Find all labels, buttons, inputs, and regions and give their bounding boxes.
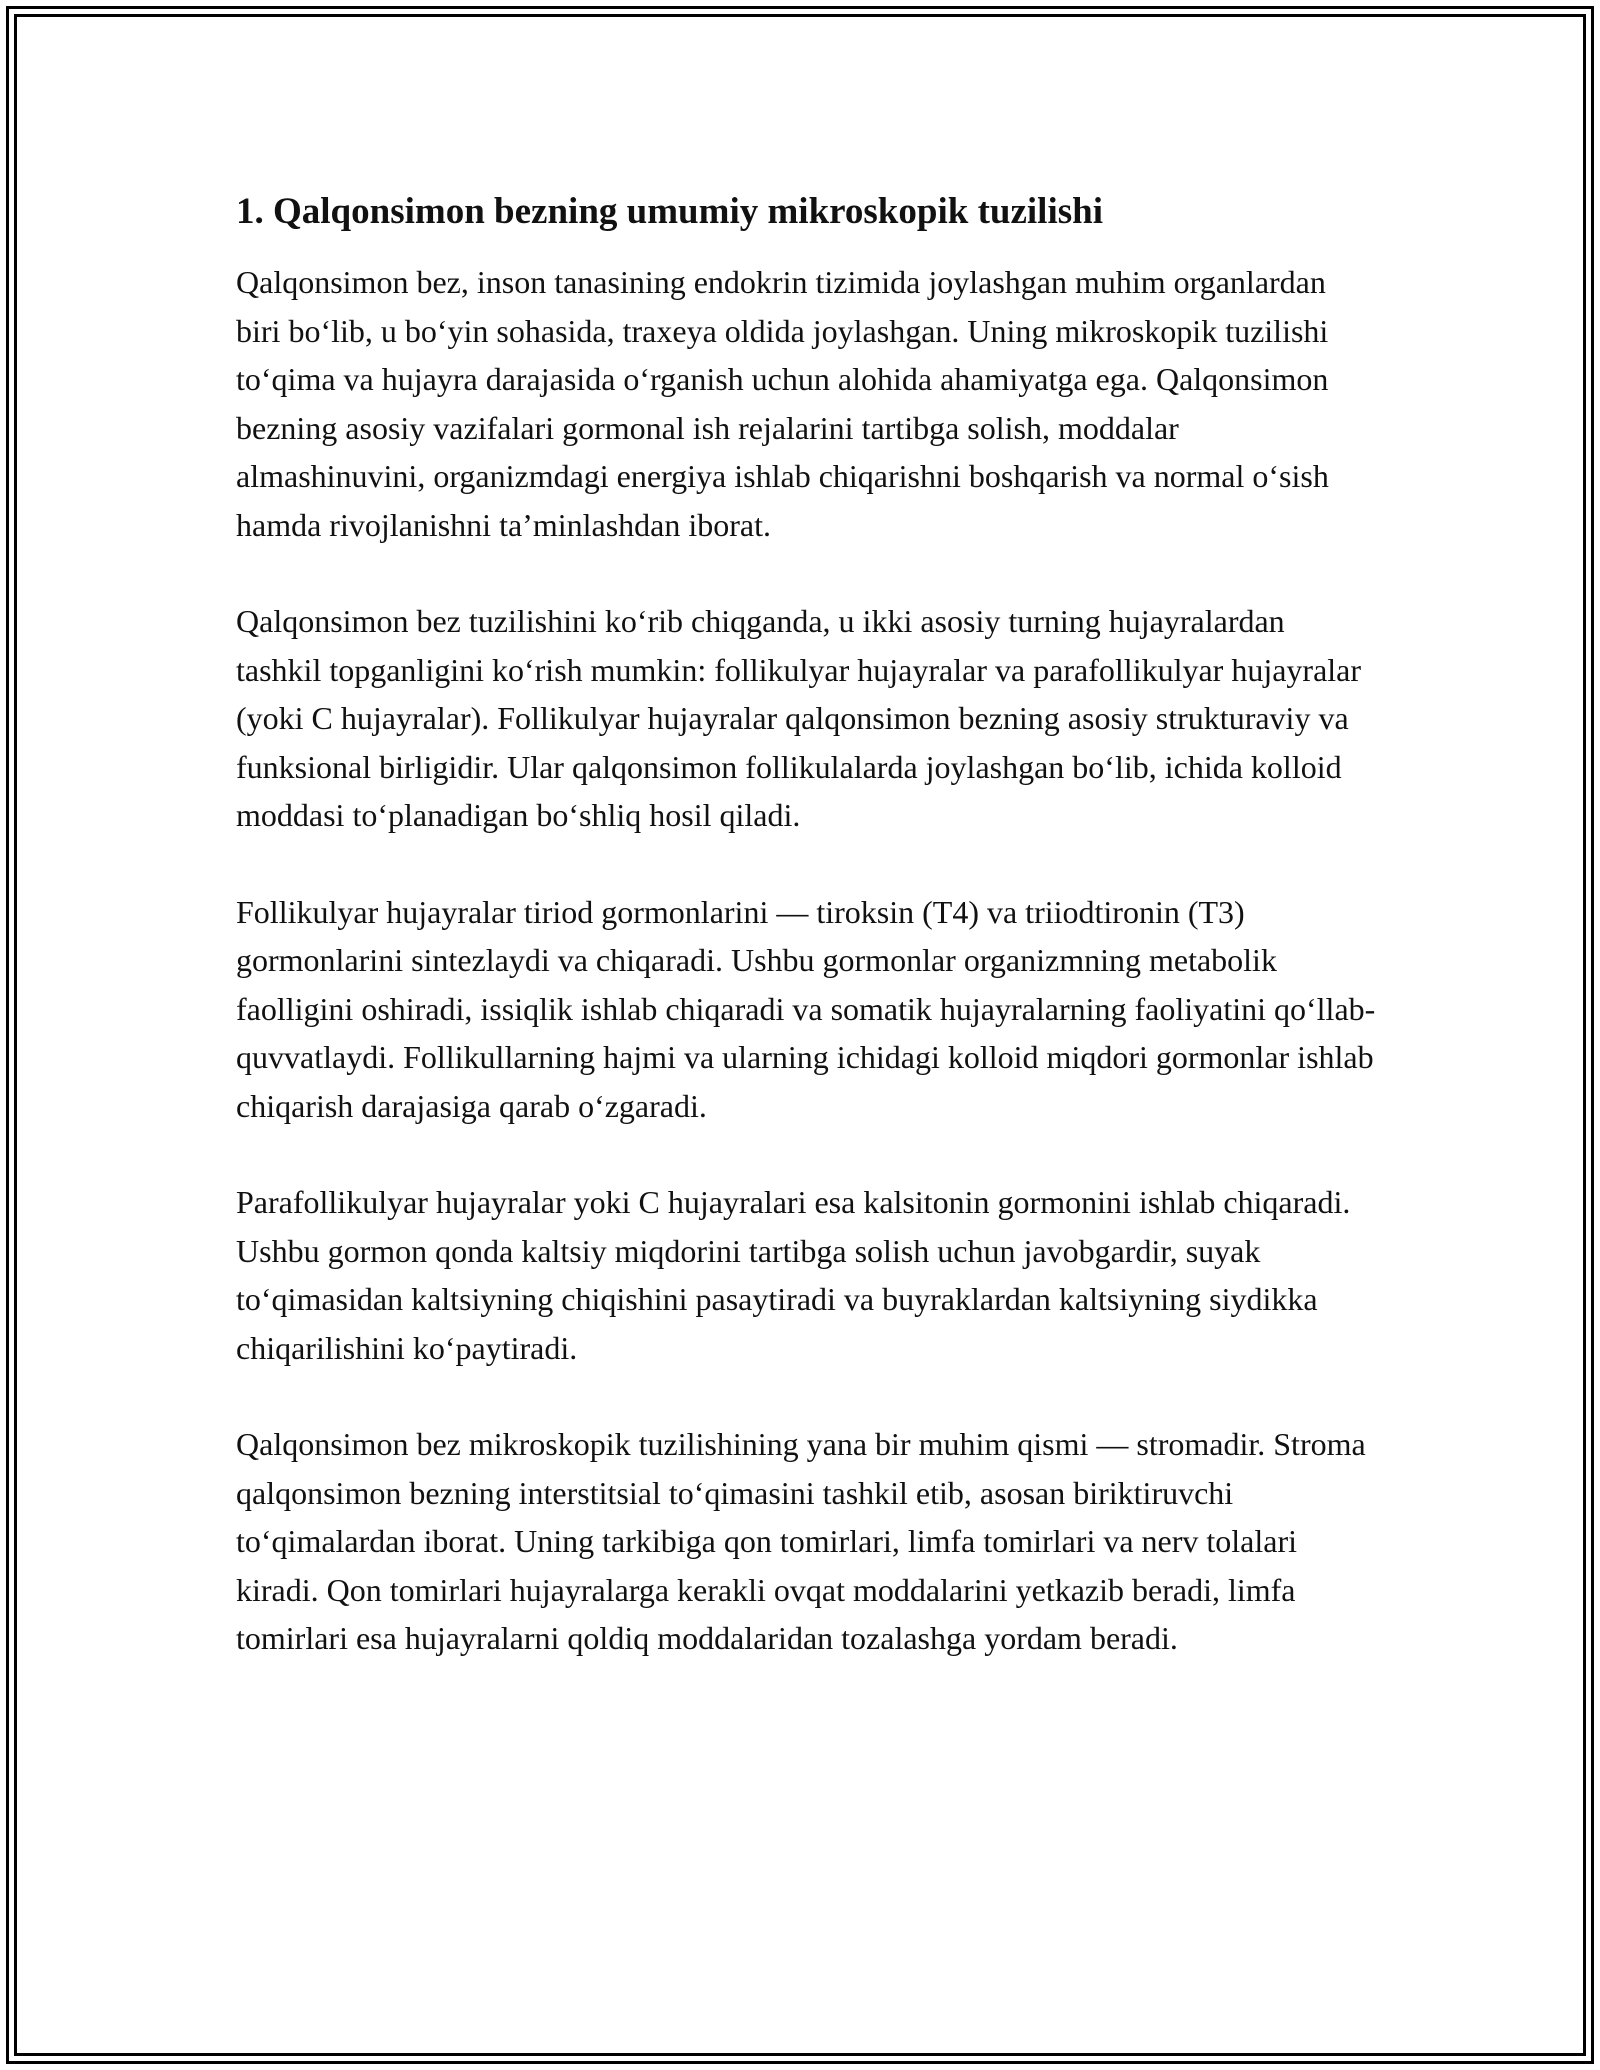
paragraph-cell-types: Qalqonsimon bez tuzilishini ko‘rib chiqganda, u ikki asosiy turning hujayralardan tashkil topganligini ko‘rish mumkin: follikulyar hujayralar va parafollikulyar hujayralar (yoki C hujayralar). Follikulyar hujayralar qalqonsimon bezning asosiy strukturaviy va funksional birligidir. Ular qalqonsimon follikulalarda joylashgan bo‘lib, ichida kolloid moddasi to‘planadigan bo‘shliq hosil qiladi. — [236, 603, 1362, 833]
paragraph-parafollicular: Parafollikulyar hujayralar yoki C hujayralari esa kalsitonin gormonini ishlab chiqaradi. Ushbu gormon qonda kaltsiy miqdorini tartibga solish uchun javobgardir, suyak to‘qimasidan kaltsiyning chiqishini pasaytiradi va buyraklardan kaltsiyning siydikka chiqarilishini ko‘paytiradi. — [236, 1184, 1351, 1366]
paragraph-intro: Qalqonsimon bez, inson tanasining endokrin tizimida joylashgan muhim organlardan biri bo‘lib, u bo‘yin sohasida, traxeya oldida joylashgan. Uning mikroskopik tuzilishi to‘qima va hujayra darajasida o‘rganish uchun alohida ahamiyatga ega. Qalqonsimon bezning asosiy vazifalari gormonal ish rejalarini tartibga solish, moddalar almashinuvini, organizmdagi energiya ishlab chiqarishni boshqarish va normal o‘sish hamda rivojlanishni ta’minlashdan iborat. — [236, 264, 1329, 543]
paragraph-follicular-hormones: Follikulyar hujayralar tiriod gormonlarini — tiroksin (T4) va triiodtironin (T3) gormonlarini sintezlaydi va chiqaradi. Ushbu gormonlar organizmning metabolik faolligini oshiradi, issiqlik ishlab chiqaradi va somatik hujayralarning faoliyatini qo‘llab-quvvatlaydi. Follikullarning hajmi va ularning ichidagi kolloid miqdori gormonlar ishlab chiqarish darajasiga qarab o‘zgaradi. — [236, 893, 1376, 1124]
paragraph-stroma: Qalqonsimon bez mikroskopik tuzilishining yana bir muhim qismi — stromadir. Stroma qalqonsimon bezning interstitsial to‘qimasini tashkil etib, asosan biriktiruvchi to‘qimalardan iborat. Uning tarkibiga qon tomirlari, limfa tomirlari va nerv tolalari kiradi. Qon tomirlari hujayralarga kerakli ovqat moddalarini yetkazib beradi, limfa tomirlari esa hujayralarni qoldiq moddalaridan tozalashga yordam beradi. — [236, 1426, 1366, 1656]
section-heading: 1. Qalqonsimon bezning umumiy mikroskopik tuzilishi — [236, 191, 1103, 232]
document-body — [236, 186, 1376, 1663]
